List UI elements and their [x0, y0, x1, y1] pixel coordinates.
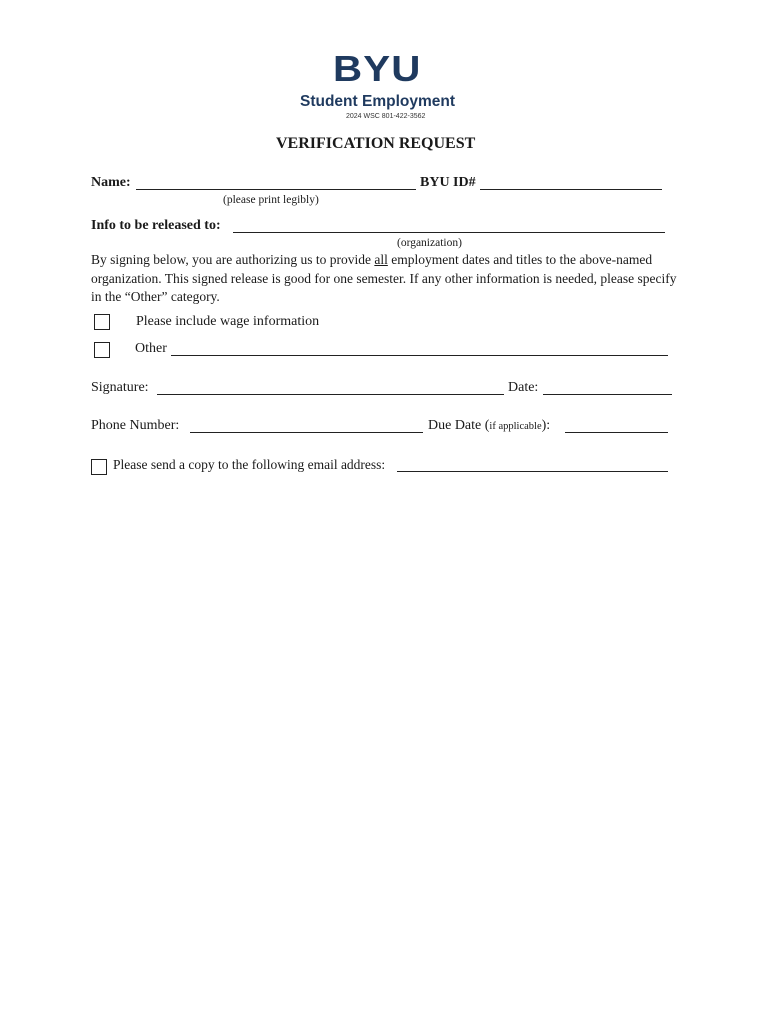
name-field[interactable]	[136, 189, 416, 190]
name-label: Name:	[91, 175, 131, 190]
date-label: Date:	[508, 380, 539, 395]
phone-label: Phone Number:	[91, 418, 180, 433]
form-title: VERIFICATION REQUEST	[276, 135, 476, 152]
other-checkbox[interactable]	[94, 342, 110, 358]
authorization-suffix: employment dates and titles to the above-named organization. This signed release is good for one semester. If any other information is needed, please specify in the “Other” category.	[91, 252, 677, 304]
byu-id-label: BYU ID#	[420, 175, 476, 190]
phone-field[interactable]	[190, 432, 423, 433]
email-copy-checkbox[interactable]	[91, 459, 107, 475]
email-copy-label: Please send a copy to the following email address:	[113, 457, 386, 472]
organization-field[interactable]	[233, 232, 665, 233]
due-date-qualifier: if applicable	[489, 421, 542, 432]
wage-info-checkbox[interactable]	[94, 314, 110, 330]
signature-label: Signature:	[91, 380, 149, 395]
due-date-label-end: ):	[541, 418, 551, 433]
release-to-label: Info to be released to:	[91, 218, 221, 233]
due-date-label-start: Due Date (	[428, 418, 490, 433]
authorization-prefix: By signing below, you are authorizing us to provide	[91, 252, 375, 267]
wage-info-label: Please include wage information	[136, 314, 320, 329]
department-name: Student Employment	[300, 93, 456, 110]
name-hint: (please print legibly)	[223, 194, 319, 206]
byu-id-field[interactable]	[480, 189, 662, 190]
email-field[interactable]	[397, 471, 668, 472]
other-label: Other	[135, 341, 167, 356]
due-date-field[interactable]	[565, 432, 668, 433]
authorization-text	[91, 251, 681, 307]
contact-line: 2024 WSC 801-422-3562	[346, 113, 426, 120]
signature-field[interactable]	[157, 394, 504, 395]
due-date-label	[428, 418, 550, 434]
byu-logo: BYU	[333, 48, 422, 89]
date-field[interactable]	[543, 394, 672, 395]
authorization-emphasis: all	[374, 252, 388, 267]
other-field[interactable]	[171, 355, 668, 356]
organization-hint: (organization)	[397, 237, 462, 249]
